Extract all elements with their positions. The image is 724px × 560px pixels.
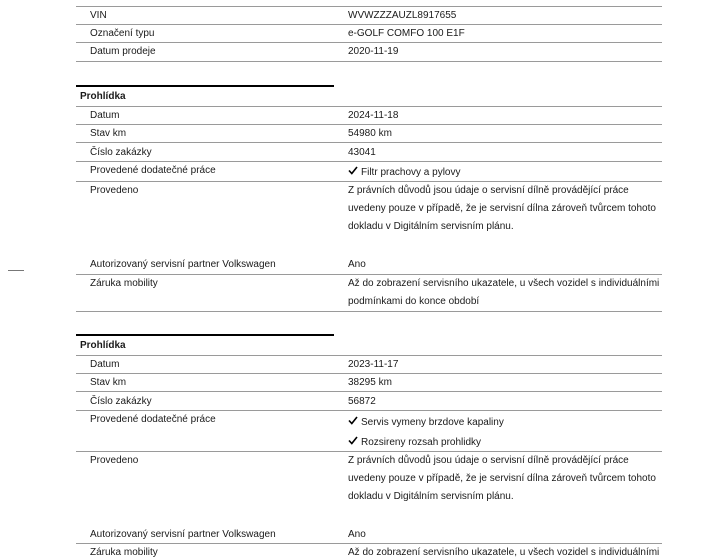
divider [76,61,662,62]
checkmark-icon [348,416,361,425]
date-value: 2024-11-18 [348,110,399,121]
section-rule [76,85,334,87]
order-label: Číslo zakázky [90,396,152,407]
extra-work-text: Filtr prachovy a pylovy [361,167,461,178]
extra-work-text: Rozsireny rozsah prohlidky [361,437,482,448]
partner-label: Autorizovaný servisní partner Volkswagen [90,259,276,270]
extra-work-item [348,436,481,448]
mobility-label: Záruka mobility [90,278,158,289]
extra-work-item [348,166,460,178]
divider [76,373,662,374]
partner-label: Autorizovaný servisní partner Volkswagen [90,529,276,540]
divider [76,543,662,544]
type-value: e-GOLF COMFO 100 E1F [348,28,465,39]
divider [76,161,662,162]
divider [76,391,662,392]
inspection-title: Prohlídka [80,340,126,351]
divider [76,24,662,25]
done-label: Provedeno [90,185,139,196]
done-label: Provedeno [90,455,139,466]
vin-label: VIN [90,10,107,21]
divider [76,124,662,125]
mobility-text: Až do zobrazení servisního ukazatele, u všech vozidel s individuálními podmínkami do konce období [348,278,660,307]
order-value: 56872 [348,396,376,407]
km-label: Stav km [90,377,127,388]
km-value: 54980 km [348,128,392,139]
extra-work-label: Provedené dodatečné práce [90,165,216,176]
mobility-label: Záruka mobility [90,547,158,558]
divider [76,410,662,411]
divider [76,311,662,312]
km-label: Stav km [90,128,127,139]
km-value: 38295 km [348,377,392,388]
mobility-text: Až do zobrazení servisního ukazatele, u všech vozidel s individuálními [348,547,660,558]
date-label: Datum [90,359,120,370]
divider [76,6,662,7]
sale-date-value: 2020-11-19 [348,46,399,57]
type-label: Označení typu [90,28,155,39]
date-value: 2023-11-17 [348,359,399,370]
margin-tick [8,270,24,271]
partner-value: Ano [348,529,366,540]
sale-date-label: Datum prodeje [90,46,156,57]
order-value: 43041 [348,147,376,158]
partner-value: Ano [348,259,366,270]
checkmark-icon [348,436,361,445]
divider [76,142,662,143]
divider [76,355,662,356]
section-rule [76,334,334,336]
divider [76,42,662,43]
checkmark-icon [348,166,361,175]
inspection-title: Prohlídka [80,91,126,102]
divider [76,106,662,107]
extra-work-label: Provedené dodatečné práce [90,414,216,425]
done-text: Z právních důvodů jsou údaje o servisní dílně provádějící práce uvedeny pouze v případě, že je servisní dílna zároveň tvůrcem tohoto dokladu v Digitálním servisním plánu. [348,185,656,232]
extra-work-item [348,416,504,428]
order-label: Číslo zakázky [90,147,152,158]
date-label: Datum [90,110,120,121]
vin-value: WVWZZZAUZL8917655 [348,10,457,21]
done-text: Z právních důvodů jsou údaje o servisní dílně provádějící práce uvedeny pouze v případě, že je servisní dílna zároveň tvůrcem tohoto dokladu v Digitálním servisním plánu. [348,455,656,502]
extra-work-text: Servis vymeny brzdove kapaliny [361,417,504,428]
